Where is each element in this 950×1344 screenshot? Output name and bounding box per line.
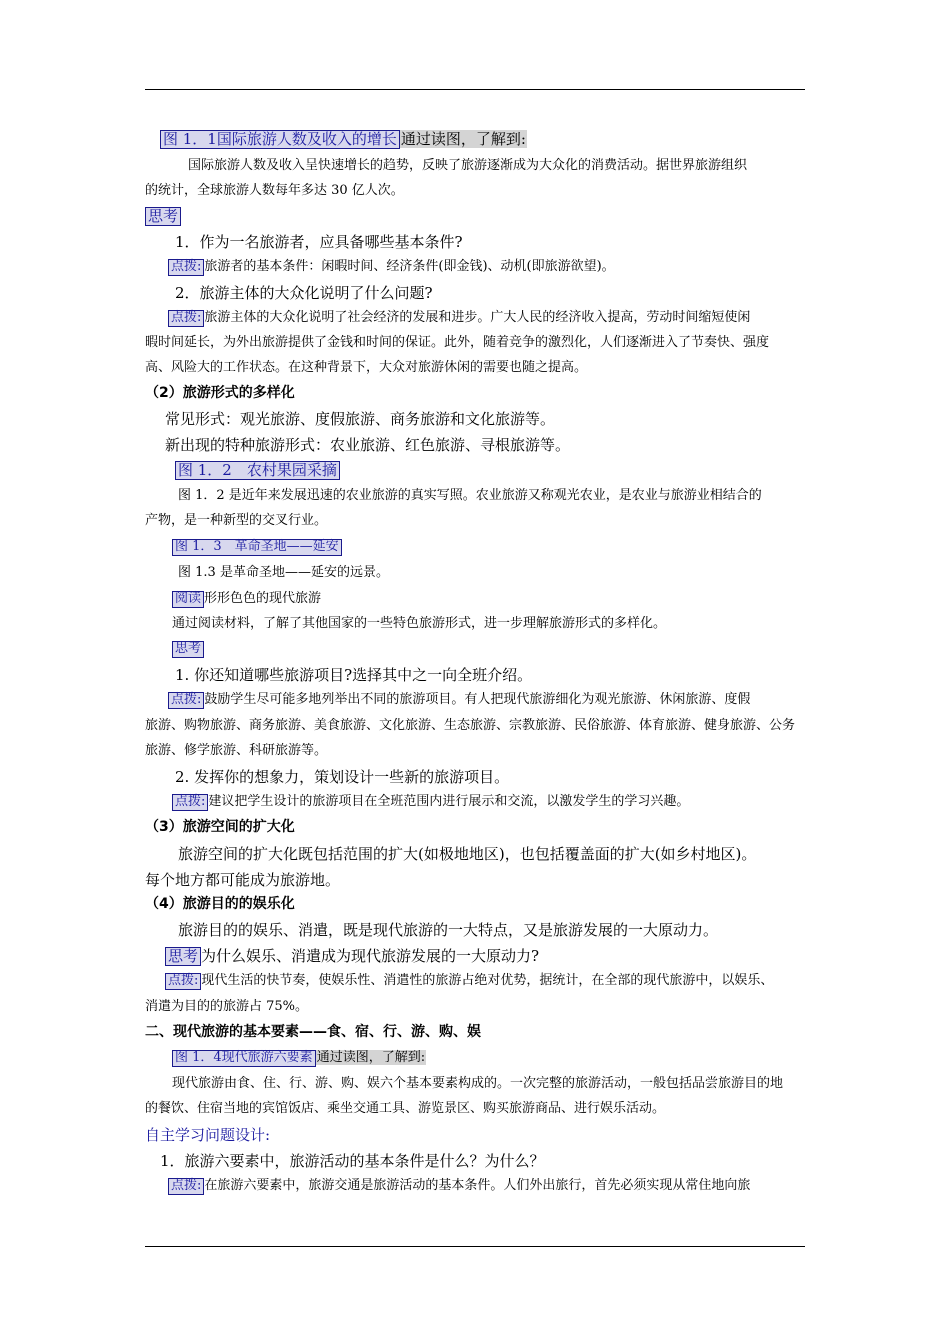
read-title: 形形色色的现代旅游 xyxy=(204,591,322,606)
hint-tag: 点拨: xyxy=(168,1178,204,1195)
hint-line xyxy=(172,794,689,811)
figure-1-4-tag: 图 1．4现代旅游六要素 xyxy=(172,1050,316,1067)
paragraph: 的统计，全球旅游人数每年多达 30 亿人次。 xyxy=(145,183,404,198)
caption-rest: 通过读图，了解到: xyxy=(316,1050,426,1065)
think-question: 为什么娱乐、消遣成为现代旅游发展的一大原动力? xyxy=(201,947,540,965)
question: 1. 你还知道哪些旅游项目?选择其中之一向全班介绍。 xyxy=(175,666,533,684)
paragraph: 暇时间延长，为外出旅游提供了金钱和时间的保证。此外，随着竞争的激烈化，人们逐渐进入了节奏快、强度 xyxy=(145,335,770,350)
read-line xyxy=(172,591,321,608)
question: 2. 发挥你的想象力，策划设计一些新的旅游项目。 xyxy=(175,768,510,786)
hint-line xyxy=(168,692,750,709)
figure-caption-line xyxy=(160,130,527,149)
hint-tag: 点拨: xyxy=(168,310,204,327)
section-heading: （4）旅游目的的娱乐化 xyxy=(145,896,295,912)
section-heading: （2）旅游形式的多样化 xyxy=(145,385,295,401)
figure-line xyxy=(172,539,342,556)
paragraph: 旅游、购物旅游、商务旅游、美食旅游、文化旅游、生态旅游、宗教旅游、民俗旅游、体育旅游、健身旅游、公务 xyxy=(145,718,796,733)
figure-line xyxy=(175,461,340,480)
question: 1．旅游六要素中，旅游活动的基本条件是什么？为什么？ xyxy=(160,1152,545,1170)
question: 2．旅游主体的大众化说明了什么问题? xyxy=(175,284,433,302)
paragraph: 产物，是一种新型的交叉行业。 xyxy=(145,513,328,528)
paragraph: 旅游空间的扩大化既包括范围的扩大(如极地地区)，也包括覆盖面的扩大(如乡村地区)。 xyxy=(178,845,757,863)
paragraph: 旅游目的的娱乐、消遣，既是现代旅游的一大特点，又是旅游发展的一大原动力。 xyxy=(178,921,719,939)
paragraph: 图 1．2 是近年来发展迅速的农业旅游的真实写照。农业旅游又称观光农业，是农业与旅游业相结合的 xyxy=(178,488,762,503)
paragraph: 通过阅读材料，了解了其他国家的一些特色旅游形式，进一步理解旅游形式的多样化。 xyxy=(172,616,667,631)
section-heading: 二、现代旅游的基本要素——食、宿、行、游、购、娱 xyxy=(145,1024,481,1040)
paragraph: 常见形式：观光旅游、度假旅游、商务旅游和文化旅游等。 xyxy=(165,410,556,428)
think-line xyxy=(172,641,204,658)
hint-text: 旅游者的基本条件：闲暇时间、经济条件(即金钱)、动机(即旅游欲望)。 xyxy=(204,259,615,274)
think-tag: 思考 xyxy=(165,947,201,966)
paragraph: 每个地方都可能成为旅游地。 xyxy=(145,871,341,889)
hint-line xyxy=(165,973,773,990)
question: 1．作为一名旅游者，应具备哪些基本条件? xyxy=(175,233,463,251)
figure-1-3-tag: 图 1．3 革命圣地——延安 xyxy=(172,539,342,556)
paragraph: 现代旅游由食、住、行、游、购、娱六个基本要素构成的。一次完整的旅游活动，一般包括品尝旅游目的地 xyxy=(172,1076,784,1091)
hint-tag: 点拨: xyxy=(168,692,204,709)
paragraph: 国际旅游人数及收入呈快速增长的趋势，反映了旅游逐渐成为大众化的消费活动。据世界旅游组织 xyxy=(188,158,748,173)
think-tag: 思考 xyxy=(172,641,204,658)
hint-line xyxy=(168,259,615,276)
header-rule xyxy=(145,89,805,90)
figure-caption-line xyxy=(172,1050,426,1067)
paragraph: 的餐饮、住宿当地的宾馆饭店、乘坐交通工具、游览景区、购买旅游商品、进行娱乐活动。 xyxy=(145,1101,666,1116)
hint-text: 鼓励学生尽可能多地列举出不同的旅游项目。有人把现代旅游细化为观光旅游、休闲旅游、度假 xyxy=(204,692,751,707)
footer-rule xyxy=(145,1246,805,1247)
hint-tag: 点拨: xyxy=(165,973,201,990)
think-line xyxy=(165,947,539,966)
paragraph: 新出现的特种旅游形式：农业旅游、红色旅游、寻根旅游等。 xyxy=(165,436,571,454)
hint-text: 旅游主体的大众化说明了社会经济的发展和进步。广大人民的经济收入提高，劳动时间缩短使闲 xyxy=(204,310,751,325)
hint-tag: 点拨: xyxy=(168,259,204,276)
self-study-heading: 自主学习问题设计: xyxy=(145,1126,271,1144)
read-tag: 阅读 xyxy=(172,591,204,608)
hint-text: 建议把学生设计的旅游项目在全班范围内进行展示和交流，以激发学生的学习兴趣。 xyxy=(208,794,690,809)
paragraph: 消遣为目的的旅游占 75%。 xyxy=(145,999,309,1014)
think-line xyxy=(145,207,181,226)
hint-line xyxy=(168,310,750,327)
caption-rest: 通过读图，了解到: xyxy=(400,130,526,148)
section-heading: （3）旅游空间的扩大化 xyxy=(145,819,295,835)
paragraph: 高、风险大的工作状态。在这种背景下，大众对旅游休闲的需要也随之提高。 xyxy=(145,360,588,375)
think-tag: 思考 xyxy=(145,207,181,226)
hint-line xyxy=(168,1178,750,1195)
paragraph: 图 1.3 是革命圣地——延安的远景。 xyxy=(178,565,389,580)
figure-1-1-tag: 图 1．1国际旅游人数及收入的增长 xyxy=(160,130,400,149)
figure-1-2-tag: 图 1．2 农村果园采摘 xyxy=(175,461,340,480)
paragraph: 旅游、修学旅游、科研旅游等。 xyxy=(145,743,328,758)
hint-text: 现代生活的快节奏，使娱乐性、消遣性的旅游占绝对优势，据统计，在全部的现代旅游中，以娱乐、 xyxy=(201,973,774,988)
hint-text: 在旅游六要素中，旅游交通是旅游活动的基本条件。人们外出旅行，首先必须实现从常住地向旅 xyxy=(204,1178,751,1193)
hint-tag: 点拨: xyxy=(172,794,208,811)
